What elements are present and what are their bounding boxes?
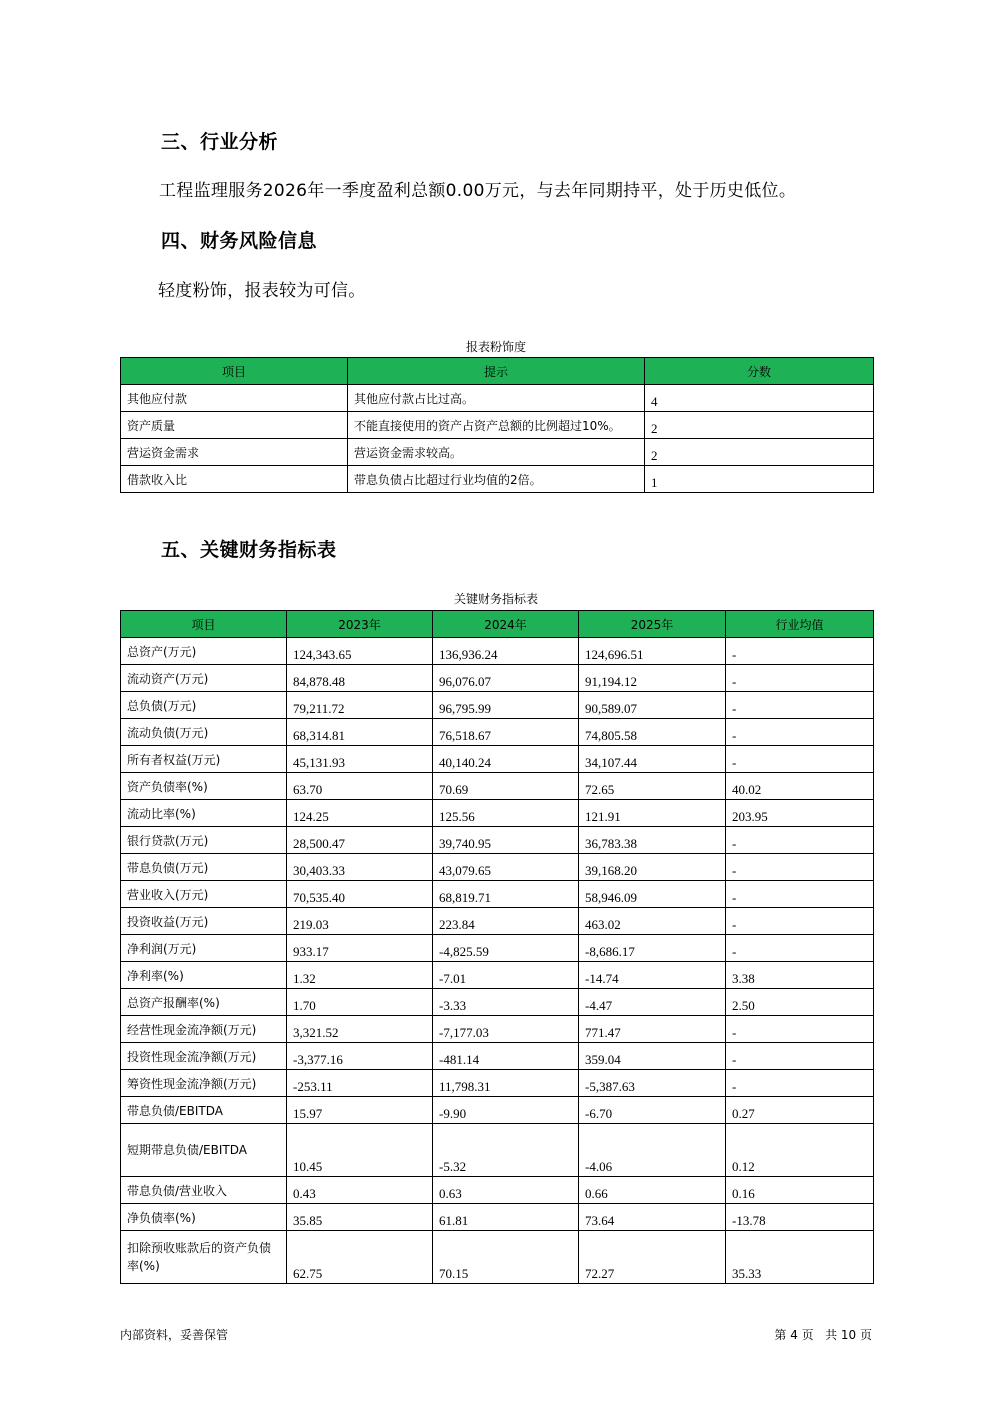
metrics-row (121, 1177, 874, 1204)
metrics-row-cell: -7.01 (433, 962, 579, 989)
metrics-row-cell: 短期带息负债/EBITDA (121, 1124, 287, 1177)
metrics-row-cell: 124,696.51 (579, 638, 726, 665)
metrics-row-cell: 10.45 (287, 1124, 433, 1177)
metrics-row (121, 854, 874, 881)
metrics-row-cell: 0.43 (287, 1177, 433, 1204)
metrics-row-cell: - (726, 854, 874, 881)
metrics-row-cell: 营业收入(万元) (121, 881, 287, 908)
metrics-row-cell: 68,819.71 (433, 881, 579, 908)
metrics-row-cell: 30,403.33 (287, 854, 433, 881)
risk-row-cell: 营运资金需求较高。 (348, 439, 645, 466)
metrics-row-cell: - (726, 692, 874, 719)
metrics-row-cell: -13.78 (726, 1204, 874, 1231)
metrics-row-cell: 流动资产(万元) (121, 665, 287, 692)
metrics-row-cell: 3.38 (726, 962, 874, 989)
risk-row-cell: 营运资金需求 (121, 439, 348, 466)
risk-row-cell: 其他应付款 (121, 385, 348, 412)
metrics-row-cell: 投资收益(万元) (121, 908, 287, 935)
metrics-row-cell: 40.02 (726, 773, 874, 800)
section5-heading: 五、关键财务指标表 (161, 539, 337, 561)
section3-text: 工程监理服务2026年一季度盈利总额0.00万元，与去年同期持平，处于历史低位。 (159, 181, 797, 201)
metrics-row-cell: 96,076.07 (433, 665, 579, 692)
section3-heading: 三、行业分析 (161, 131, 279, 153)
metrics-row-cell: 125.56 (433, 800, 579, 827)
metrics-row (121, 908, 874, 935)
risk-row (121, 412, 874, 439)
metrics-row-cell: 84,878.48 (287, 665, 433, 692)
metrics-row (121, 881, 874, 908)
metrics-row (121, 746, 874, 773)
metrics-row (121, 800, 874, 827)
metrics-row-cell: 359.04 (579, 1043, 726, 1070)
metrics-header-industry-avg: 行业均值 (726, 611, 874, 638)
footer-confidential: 内部资料，妥善保管 (120, 1328, 229, 1342)
metrics-row-cell: 所有者权益(万元) (121, 746, 287, 773)
metrics-row-cell: 总负债(万元) (121, 692, 287, 719)
risk-row-cell: 其他应付款占比过高。 (348, 385, 645, 412)
metrics-row-cell: 90,589.07 (579, 692, 726, 719)
metrics-row-cell: 76,518.67 (433, 719, 579, 746)
risk-row-cell: 带息负债占比超过行业均值的2倍。 (348, 466, 645, 493)
metrics-row-cell: 1.32 (287, 962, 433, 989)
section4-text: 轻度粉饰，报表较为可信。 (158, 281, 366, 301)
metrics-row (121, 1070, 874, 1097)
risk-header-score: 分数 (645, 358, 874, 385)
metrics-row (121, 1043, 874, 1070)
risk-row-cell: 4 (645, 385, 874, 412)
metrics-row (121, 962, 874, 989)
metrics-row-cell: 带息负债(万元) (121, 854, 287, 881)
metrics-row-cell: - (726, 827, 874, 854)
metrics-row-cell: 银行贷款(万元) (121, 827, 287, 854)
metrics-row (121, 1097, 874, 1124)
metrics-row-cell: - (726, 638, 874, 665)
metrics-row-cell: - (726, 881, 874, 908)
metrics-row-cell: 223.84 (433, 908, 579, 935)
metrics-row (121, 1016, 874, 1043)
metrics-row-cell: 净利率(%) (121, 962, 287, 989)
metrics-row-cell: 筹资性现金流净额(万元) (121, 1070, 287, 1097)
metrics-row-cell: 771.47 (579, 1016, 726, 1043)
metrics-row-cell: 净负债率(%) (121, 1204, 287, 1231)
metrics-row-cell: - (726, 1070, 874, 1097)
metrics-row-cell: 投资性现金流净额(万元) (121, 1043, 287, 1070)
metrics-row-cell: 70,535.40 (287, 881, 433, 908)
metrics-row-cell: 74,805.58 (579, 719, 726, 746)
metrics-row-cell: -253.11 (287, 1070, 433, 1097)
metrics-row-cell: 带息负债/EBITDA (121, 1097, 287, 1124)
metrics-row-cell: 63.70 (287, 773, 433, 800)
metrics-row-cell: 28,500.47 (287, 827, 433, 854)
metrics-row-cell: 0.63 (433, 1177, 579, 1204)
metrics-row-cell: -4,825.59 (433, 935, 579, 962)
metrics-row-cell: 0.12 (726, 1124, 874, 1177)
metrics-row-cell: 70.15 (433, 1231, 579, 1284)
risk-row-cell: 2 (645, 412, 874, 439)
metrics-row-cell: -7,177.03 (433, 1016, 579, 1043)
metrics-row-cell: 34,107.44 (579, 746, 726, 773)
metrics-row-cell: - (726, 935, 874, 962)
metrics-header-2025: 2025年 (579, 611, 726, 638)
metrics-row-cell: 219.03 (287, 908, 433, 935)
metrics-row-cell: 扣除预收账款后的资产负债率(%) (121, 1231, 287, 1284)
risk-row (121, 466, 874, 493)
metrics-row-cell: 70.69 (433, 773, 579, 800)
metrics-row-cell: 0.27 (726, 1097, 874, 1124)
metrics-row-cell: 3,321.52 (287, 1016, 433, 1043)
metrics-row-cell: 72.27 (579, 1231, 726, 1284)
metrics-row-cell: -14.74 (579, 962, 726, 989)
footer-page-number: 第 4 页 共 10 页 (774, 1328, 872, 1342)
metrics-row-cell: 96,795.99 (433, 692, 579, 719)
metrics-row-cell: - (726, 746, 874, 773)
section4-heading: 四、财务风险信息 (161, 230, 318, 252)
metrics-row-cell: -8,686.17 (579, 935, 726, 962)
metrics-row-cell: - (726, 1016, 874, 1043)
metrics-row-cell: 0.16 (726, 1177, 874, 1204)
metrics-row-cell: 36,783.38 (579, 827, 726, 854)
metrics-row-cell: 933.17 (287, 935, 433, 962)
metrics-row-cell: -5,387.63 (579, 1070, 726, 1097)
risk-header-hint: 提示 (348, 358, 645, 385)
risk-header-item: 项目 (121, 358, 348, 385)
metrics-row-cell: 35.85 (287, 1204, 433, 1231)
metrics-row-cell: 45,131.93 (287, 746, 433, 773)
metrics-row-cell: 463.02 (579, 908, 726, 935)
metrics-row-cell: 15.97 (287, 1097, 433, 1124)
metrics-row-cell: 91,194.12 (579, 665, 726, 692)
metrics-header-2024: 2024年 (433, 611, 579, 638)
risk-row-cell: 1 (645, 466, 874, 493)
metrics-row-cell: 39,740.95 (433, 827, 579, 854)
metrics-row (121, 1204, 874, 1231)
risk-table (120, 357, 874, 493)
metrics-row-cell: 39,168.20 (579, 854, 726, 881)
metrics-row-cell: 总资产报酬率(%) (121, 989, 287, 1016)
risk-row-cell: 2 (645, 439, 874, 466)
metrics-row-cell: -3.33 (433, 989, 579, 1016)
metrics-row-cell: -6.70 (579, 1097, 726, 1124)
metrics-row-cell: 带息负债/营业收入 (121, 1177, 287, 1204)
metrics-row-cell: 124,343.65 (287, 638, 433, 665)
metrics-row-cell: - (726, 719, 874, 746)
metrics-row-cell: -9.90 (433, 1097, 579, 1124)
metrics-row (121, 989, 874, 1016)
metrics-row-cell: 58,946.09 (579, 881, 726, 908)
metrics-row-cell: 2.50 (726, 989, 874, 1016)
risk-row-cell: 资产质量 (121, 412, 348, 439)
metrics-header-2023: 2023年 (287, 611, 433, 638)
metrics-row (121, 935, 874, 962)
metrics-row-cell: 净利润(万元) (121, 935, 287, 962)
metrics-row-cell: -481.14 (433, 1043, 579, 1070)
metrics-row (121, 1231, 874, 1284)
risk-row-cell: 借款收入比 (121, 466, 348, 493)
metrics-row-cell: - (726, 908, 874, 935)
metrics-row (121, 692, 874, 719)
metrics-row-cell: 40,140.24 (433, 746, 579, 773)
metrics-row-cell: 0.66 (579, 1177, 726, 1204)
metrics-row-cell: 35.33 (726, 1231, 874, 1284)
metrics-row-cell: - (726, 1043, 874, 1070)
risk-row (121, 385, 874, 412)
metrics-row-cell: 62.75 (287, 1231, 433, 1284)
metrics-row (121, 665, 874, 692)
metrics-row-cell: 124.25 (287, 800, 433, 827)
risk-row (121, 439, 874, 466)
metrics-row (121, 827, 874, 854)
metrics-row-cell: 11,798.31 (433, 1070, 579, 1097)
metrics-row-cell: - (726, 665, 874, 692)
risk-row-cell: 不能直接使用的资产占资产总额的比例超过10%。 (348, 412, 645, 439)
metrics-row-cell: 68,314.81 (287, 719, 433, 746)
metrics-row (121, 773, 874, 800)
metrics-row-cell: 总资产(万元) (121, 638, 287, 665)
metrics-row-cell: 79,211.72 (287, 692, 433, 719)
metrics-row-cell: 1.70 (287, 989, 433, 1016)
metrics-row-cell: 72.65 (579, 773, 726, 800)
metrics-header-item: 项目 (121, 611, 287, 638)
metrics-row-cell: 资产负债率(%) (121, 773, 287, 800)
metrics-row-cell: 73.64 (579, 1204, 726, 1231)
metrics-row-cell: 43,079.65 (433, 854, 579, 881)
metrics-row-cell: 121.91 (579, 800, 726, 827)
metrics-row-cell: 流动比率(%) (121, 800, 287, 827)
risk-table-caption: 报表粉饰度 (465, 340, 526, 354)
metrics-row-cell: -4.47 (579, 989, 726, 1016)
metrics-table (120, 610, 874, 1284)
metrics-row-cell: 136,936.24 (433, 638, 579, 665)
metrics-row (121, 719, 874, 746)
metrics-row-cell: -5.32 (433, 1124, 579, 1177)
metrics-row-cell: 61.81 (433, 1204, 579, 1231)
metrics-row (121, 638, 874, 665)
metrics-row (121, 1124, 874, 1177)
metrics-row-cell: 203.95 (726, 800, 874, 827)
metrics-row-cell: -4.06 (579, 1124, 726, 1177)
metrics-row-cell: 经营性现金流净额(万元) (121, 1016, 287, 1043)
metrics-row-cell: 流动负债(万元) (121, 719, 287, 746)
metrics-row-cell: -3,377.16 (287, 1043, 433, 1070)
metrics-table-caption: 关键财务指标表 (453, 592, 538, 606)
